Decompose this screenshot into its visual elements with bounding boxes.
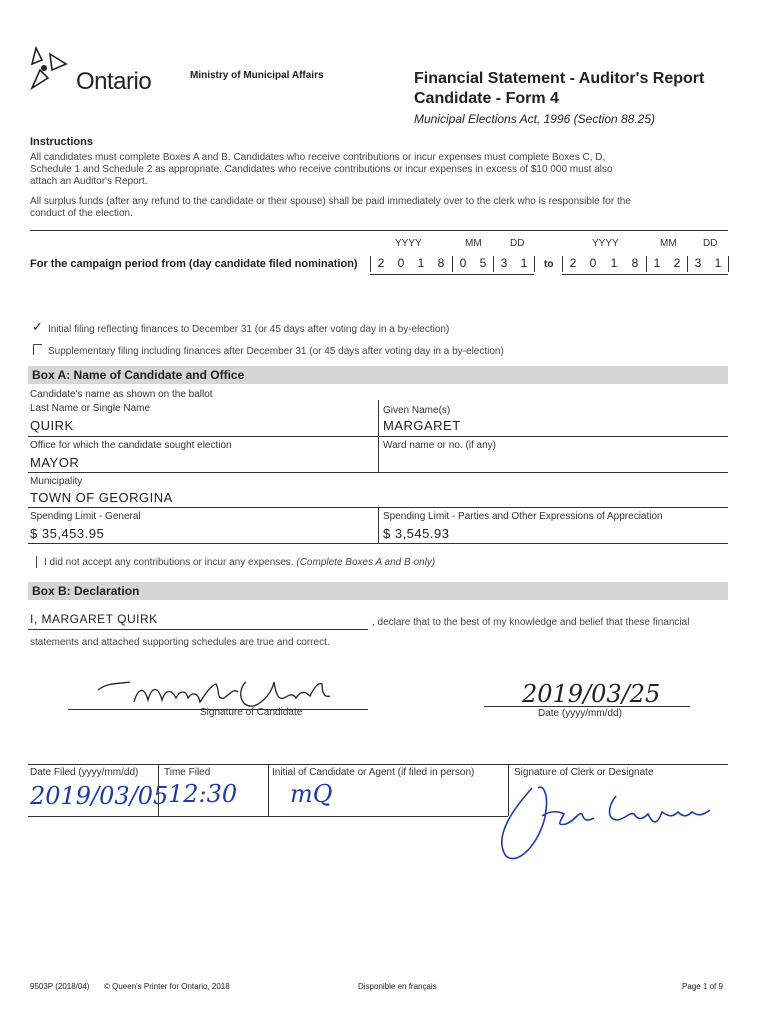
trillium-icon — [26, 44, 74, 94]
box-a-heading: Box A: Name of Candidate and Office — [28, 366, 728, 384]
page-number: Page 1 of 9 — [682, 982, 723, 991]
mm-label: MM — [465, 238, 482, 249]
instructions-line: All surplus funds (after any refund to the candidate or their spouse) shall be paid immediately over to the clerk who is responsible for the — [30, 196, 631, 207]
period-digit: 5 — [479, 256, 487, 270]
instructions-heading: Instructions — [30, 136, 93, 148]
instructions-line: conduct of the election. — [30, 208, 133, 219]
period-to-field[interactable] — [562, 256, 728, 275]
period-digit: 3 — [694, 256, 702, 270]
given-name-field[interactable]: MARGARET — [383, 418, 461, 433]
divider — [28, 764, 728, 765]
spending-limit-parties-field[interactable]: $ 3,545.93 — [383, 526, 450, 541]
last-name-label: Last Name or Single Name — [30, 403, 151, 414]
supplementary-filing-label: Supplementary filing including finances after December 31 (or 45 days after voting day in a by-election) — [48, 346, 504, 357]
period-digit: 2 — [377, 256, 385, 270]
instructions-line: All candidates must complete Boxes A and B. Candidates who receive contributions or incur expenses must complete Boxes C, D, — [30, 152, 606, 163]
ontario-wordmark: Ontario — [76, 68, 152, 95]
period-digit: 0 — [459, 256, 467, 270]
divider — [30, 230, 728, 231]
municipality-label: Municipality — [30, 476, 83, 487]
initial-field[interactable]: mQ — [290, 780, 333, 808]
no-contributions-checkbox[interactable] — [36, 556, 37, 568]
signature-candidate-label: Signature of Candidate — [200, 707, 303, 718]
instructions-line: Schedule 1 and Schedule 2 as appropriate. Candidates who receive contributions or incur expenses in excess of $10 000 must also — [30, 164, 613, 175]
signature-date-field[interactable]: 2019/03/25 — [522, 680, 661, 708]
candidate-signature[interactable] — [88, 668, 348, 712]
dd-label: DD — [703, 238, 718, 249]
spending-limit-general-field[interactable]: $ 35,453.95 — [30, 526, 105, 541]
divider — [378, 507, 379, 543]
instructions-text — [30, 152, 631, 220]
given-name-label: Given Name(s) — [383, 405, 451, 416]
initial-filing-checkbox[interactable] — [32, 319, 44, 334]
period-digit: 1 — [417, 256, 425, 270]
office-field[interactable]: MAYOR — [30, 455, 80, 470]
municipality-field[interactable]: TOWN OF GEORGINA — [30, 490, 173, 505]
date-filed-label: Date Filed (yyyy/mm/dd) — [30, 767, 139, 778]
initial-label: Initial of Candidate or Agent (if filed in person) — [272, 767, 475, 778]
handwritten-signature-icon — [486, 776, 726, 866]
time-filed-label: Time Filed — [164, 767, 211, 778]
period-digit: 1 — [520, 256, 528, 270]
form-title — [414, 70, 704, 126]
period-digit: 8 — [631, 256, 639, 270]
period-digit: 1 — [714, 256, 722, 270]
ministry-name: Ministry of Municipal Affairs — [190, 70, 324, 81]
ballot-name-label: Candidate's name as shown on the ballot — [30, 389, 213, 400]
no-contributions-label — [44, 557, 435, 568]
period-from-field[interactable] — [370, 256, 534, 275]
form-number: 9503P (2018/04) — [30, 982, 90, 991]
box-b-heading: Box B: Declaration — [28, 582, 728, 600]
divider — [158, 764, 159, 816]
date-format-label: Date (yyyy/mm/dd) — [538, 708, 622, 719]
mm-label: MM — [660, 238, 677, 249]
yyyy-label: YYYY — [592, 238, 619, 249]
clerk-signature[interactable] — [486, 776, 726, 866]
ontario-logo — [26, 44, 176, 96]
yyyy-label: YYYY — [395, 238, 422, 249]
form-title-line2: Candidate - Form 4 — [414, 90, 559, 107]
declaration-text-continued: statements and attached supporting schedules are true and correct. — [30, 637, 330, 648]
period-digit: 0 — [397, 256, 405, 270]
act-reference: Municipal Elections Act, 1996 (Section 88.25) — [414, 112, 656, 126]
copyright: © Queen's Printer for Ontario, 2018 — [104, 982, 230, 991]
spending-limit-general-label: Spending Limit - General — [30, 511, 141, 522]
form-title-line1: Financial Statement - Auditor's Report — [414, 70, 705, 87]
office-label: Office for which the candidate sought election — [30, 440, 232, 451]
period-digit: 3 — [500, 256, 508, 270]
divider — [378, 436, 379, 472]
instructions-line: attach an Auditor's Report. — [30, 176, 148, 187]
clerk-signature-label: Signature of Clerk or Designate — [514, 767, 654, 778]
period-digit: 1 — [610, 256, 618, 270]
period-digit: 1 — [653, 256, 661, 270]
supplementary-filing-checkbox[interactable] — [33, 344, 42, 355]
dd-label: DD — [510, 238, 525, 249]
time-filed-field[interactable]: 12:30 — [168, 780, 238, 808]
french-availability: Disponible en français — [358, 982, 437, 991]
initial-filing-label: Initial filing reflecting finances to December 31 (or 45 days after voting day in a by-election) — [48, 324, 450, 335]
last-name-field[interactable]: QUIRK — [30, 418, 74, 433]
divider — [28, 472, 728, 473]
no-contributions-text: I did not accept any contributions or incur any expenses. — [44, 557, 294, 568]
declaration-text: , declare that to the best of my knowledge and belief that these financial — [372, 617, 690, 628]
period-to-label: to — [544, 259, 554, 270]
divider — [28, 543, 728, 544]
divider — [28, 816, 508, 817]
declarant-name-field[interactable]: I, MARGARET QUIRK — [30, 612, 158, 626]
period-digit: 8 — [437, 256, 445, 270]
period-digit: 2 — [673, 256, 681, 270]
period-digit: 0 — [589, 256, 597, 270]
divider — [378, 400, 379, 436]
date-line — [484, 706, 690, 707]
checkmark-icon: ✓ — [32, 319, 43, 334]
divider — [28, 629, 368, 630]
date-filed-field[interactable]: 2019/03/05 — [30, 782, 169, 810]
ward-label: Ward name or no. (if any) — [383, 440, 497, 451]
divider — [268, 764, 269, 816]
campaign-period-label: For the campaign period from (day candidate filed nomination) — [30, 258, 358, 270]
spending-limit-parties-label: Spending Limit - Parties and Other Expressions of Appreciation — [383, 511, 663, 522]
no-contributions-note: (Complete Boxes A and B only) — [296, 557, 436, 568]
period-digit: 2 — [569, 256, 577, 270]
